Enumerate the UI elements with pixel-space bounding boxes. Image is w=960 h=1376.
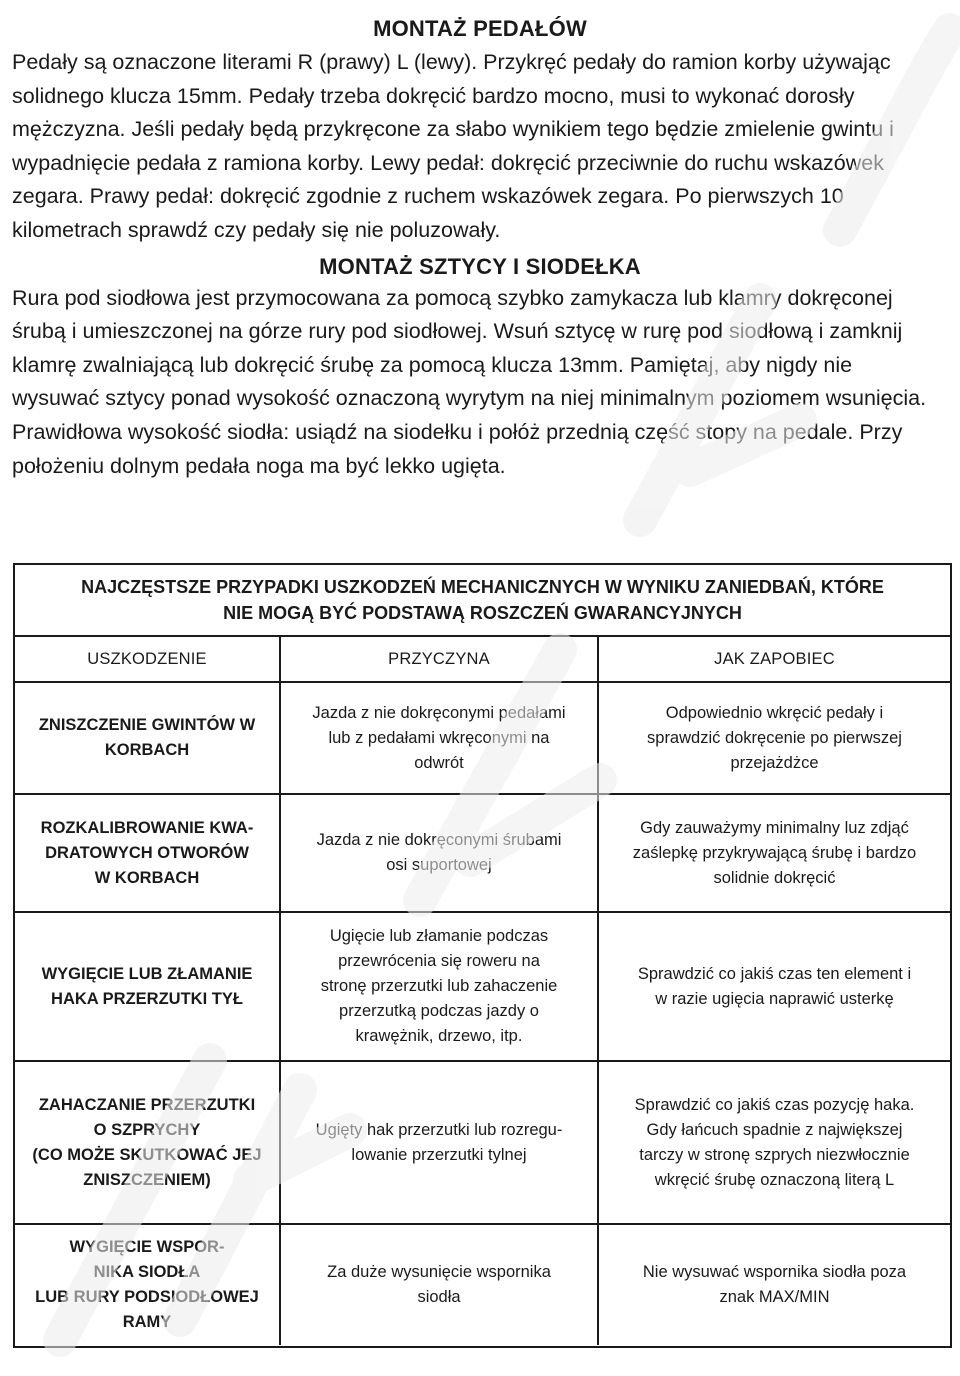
header-prevention: JAK ZAPOBIEC — [714, 649, 835, 668]
section-body-seatpost: Rura pod siodłowa jest przymocowana za pomocą szybko zamykacza lub klamry dokręconej śrubą i umieszczonej na górze rury pod siodłowej. Wsuń sztycę w rurę pod siodłową i zamknij klamrę zwalniającą lub dokręcić śrubę za pomocą klucza 13mm. Pamiętaj, aby nigdy nie wysuwać sztycy ponad wysokość oznaczoną wyrytym na niej minimalnym poziomem wsunięcia. Prawidłowa wysokość siodła: usiądź na siodełku i połóż przednią część stopy na pedale. Przy położeniu dolnym pedała noga ma być lekko ugięta. — [12, 285, 927, 478]
cell-damage: ZAHACZANIE PRZERZUTKI O SZPRYCHY (CO MOŻE SKUTKOWAĆ JEJ ZNISZCZENIEM) — [15, 1062, 281, 1223]
section-title-seatpost: MONTAŻ SZTYCY I SIODEŁKA — [319, 253, 641, 279]
table-title-line-1: NAJCZĘSTSZE PRZYPADKI USZKODZEŃ MECHANICZNYCH W WYNIKU ZANIEDBAŃ, KTÓRE — [81, 577, 884, 597]
section-title-pedals: MONTAŻ PEDAŁÓW — [373, 16, 587, 41]
table-header-row — [15, 637, 950, 683]
header-damage: USZKODZENIE — [15, 637, 281, 681]
warranty-table — [13, 563, 952, 1348]
cell-prevention: Nie wysuwać wspornika siodła poza znak MAX/MIN — [642, 1263, 907, 1306]
table-row — [15, 913, 950, 1062]
cell-damage: WYGIĘCIE LUB ZŁAMANIE HAKA PRZERZUTKI TYŁ — [15, 913, 281, 1060]
table-row — [15, 795, 950, 913]
table-row — [15, 1062, 950, 1225]
table-row — [15, 683, 950, 795]
table-title-line-2: NIE MOGĄ BYĆ PODSTAWĄ ROSZCZEŃ GWARANCYJNYCH — [223, 603, 742, 623]
table-title — [15, 565, 950, 637]
section-body-pedals: Pedały są oznaczone literami R (prawy) L (lewy). Przykręć pedały do ramion korby używając solidnego klucza 15mm. Pedały trzeba dokręcić bardzo mocno, musi to wykonać dorosły mężczyzna. Jeśli pedały będą przykręcone za słabo wynikiem tego będzie zmielenie gwintu i wypadnięcie pedała z ramiona korby. Lewy pedał: dokręcić przeciwnie do ruchu wskazówek zegara. Prawy pedał: dokręcić zgodnie z ruchem wskazówek zegara. Po pierwszych 10 kilometrach sprawdź czy pedały się nie poluzowały. — [12, 50, 894, 242]
header-cause: PRZYCZYNA — [281, 637, 599, 681]
cell-damage: ROZKALIBROWANIE KWA- DRATOWYCH OTWORÓW W KORBACH — [15, 795, 281, 911]
cell-prevention: Odpowiednio wkręcić pedały i sprawdzić dokręcenie po pierwszej przejażdżce — [647, 703, 902, 772]
cell-cause: Ugięcie lub złamanie podczas przewrócenia się roweru na stronę przerzutki lub zahaczenie przerzutką podczas jazdy o krawężnik, drzewo, itp. — [281, 913, 599, 1060]
cell-cause: Jazda z nie dokręconymi pedałami lub z pedałami wkręconymi na odwrót — [281, 683, 599, 793]
table-row — [15, 1225, 950, 1345]
cell-damage: ZNISZCZENIE GWINTÓW W KORBACH — [15, 683, 281, 793]
cell-cause: Ugięty hak przerzutki lub rozregu- lowanie przerzutki tylnej — [281, 1062, 599, 1223]
cell-prevention: Gdy zauważymy minimalny luz zdjąć zaślepkę przykrywającą śrubę i bardzo solidnie dokręcić — [632, 818, 917, 887]
cell-prevention: Sprawdzić co jakiś czas ten element i w razie ugięcia naprawić usterkę — [637, 964, 912, 1008]
cell-cause: Jazda z nie dokręconymi śrubami osi suportowej — [281, 795, 599, 911]
cell-prevention: Sprawdzić co jakiś czas pozycję haka. Gdy łańcuch spadnie z największej tarczy w stronę szprych niezwłocznie wkręcić śrubę oznaczoną literą L — [634, 1095, 915, 1189]
cell-damage: WYGIĘCIE WSPOR- NIKA SIODŁA LUB RURY PODSIODŁOWEJ RAMY — [15, 1225, 281, 1345]
cell-cause: Za duże wysunięcie wspornika siodła — [281, 1225, 599, 1345]
